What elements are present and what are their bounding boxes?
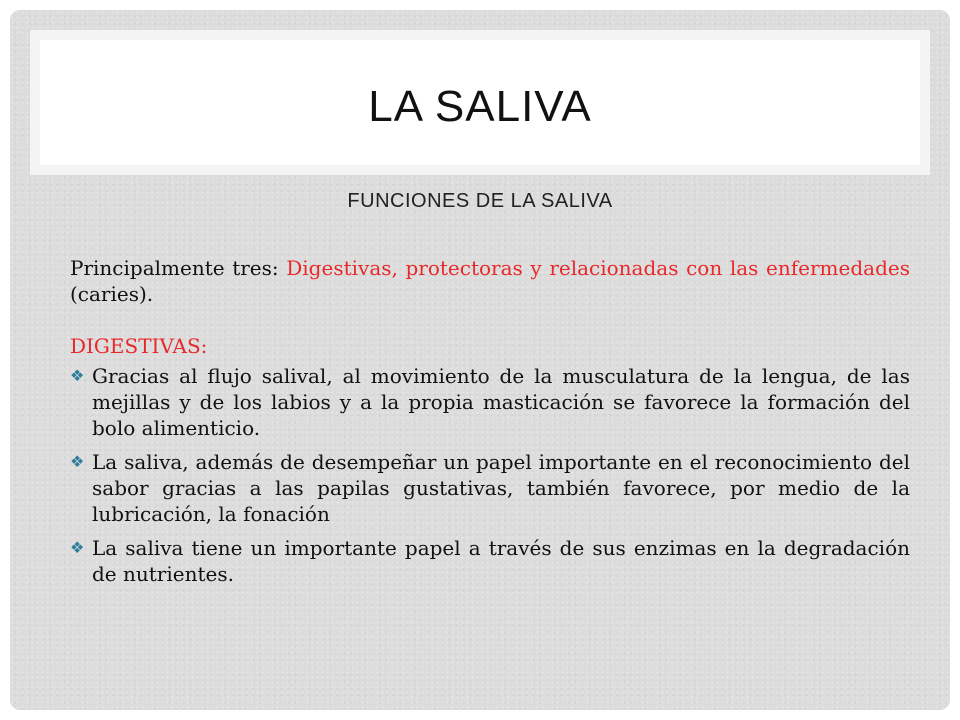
slide-body bbox=[70, 255, 910, 595]
diamond-bullet-icon: ❖ bbox=[70, 538, 85, 557]
bullet-text: La saliva, además de desempeñar un papel importante en el reconocimiento del sabor gracias a las papilas gustativas, también favorece, por medio de la lubricación, la fonación bbox=[92, 450, 910, 526]
diamond-bullet-icon: ❖ bbox=[70, 366, 85, 385]
intro-highlight: Digestivas, protectoras y relacionadas con las enfermedades bbox=[286, 256, 910, 280]
section-heading: DIGESTIVAS: bbox=[70, 334, 208, 358]
intro-tail: (caries). bbox=[70, 282, 154, 306]
slide-subtitle: FUNCIONES DE LA SALIVA bbox=[347, 190, 613, 212]
diamond-bullet-icon: ❖ bbox=[70, 452, 85, 471]
bullet-list bbox=[70, 363, 910, 587]
list-item bbox=[70, 363, 910, 441]
bullet-text: La saliva tiene un importante papel a través de sus enzimas en la degradación de nutrientes. bbox=[92, 536, 910, 586]
list-item bbox=[70, 535, 910, 587]
title-band bbox=[30, 30, 930, 175]
title-box bbox=[40, 40, 920, 165]
slide bbox=[10, 10, 950, 710]
intro-lead: Principalmente tres: bbox=[70, 256, 287, 280]
bullet-text: Gracias al flujo salival, al movimiento de la musculatura de la lengua, de las mejillas y de los labios y a la propia masticación se favorece la formación del bolo alimenticio. bbox=[92, 364, 910, 440]
intro-paragraph bbox=[70, 255, 910, 307]
list-item bbox=[70, 449, 910, 527]
slide-title: LA SALIVA bbox=[368, 81, 592, 131]
